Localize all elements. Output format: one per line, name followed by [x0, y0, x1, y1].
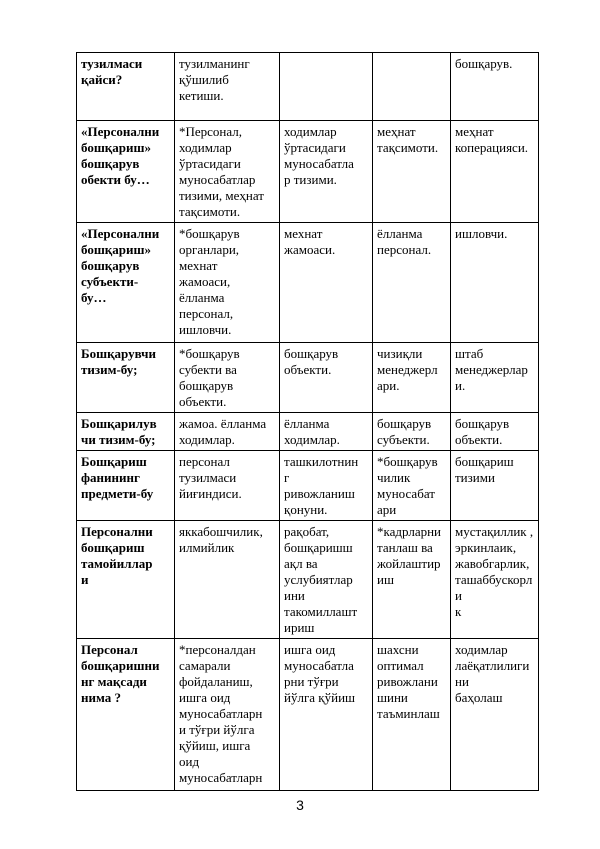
question-text: тузилмаси қайси?: [81, 56, 143, 87]
option-text: шахсни оптимал ривожлани шини таъминлаш: [377, 642, 440, 721]
quiz-table: [76, 52, 539, 791]
question-text: Персонал бошқаришни нг мақсади нима ?: [81, 642, 160, 705]
question-cell: [77, 451, 175, 521]
option-cell: [373, 451, 451, 521]
option-text: *кадрларни танлаш ва жойлаштир иш: [377, 524, 442, 587]
question-cell: [77, 343, 175, 413]
option-cell: [280, 639, 373, 791]
option-cell: [451, 343, 539, 413]
option-text: *бошқарув чилик муносабат ари: [377, 454, 438, 517]
option-text: бошқарув.: [455, 56, 513, 71]
option-cell: [175, 639, 280, 791]
option-cell: [175, 53, 280, 121]
option-cell: [451, 451, 539, 521]
option-cell: [175, 451, 280, 521]
option-text: ходимлар ўртасидаги муносабатла р тизими.: [284, 124, 354, 187]
table-row: [77, 223, 539, 343]
option-text: штаб менеджерлари.: [455, 346, 528, 393]
option-cell: [175, 521, 280, 639]
question-cell: [77, 121, 175, 223]
table-row: [77, 451, 539, 521]
option-cell: [451, 121, 539, 223]
question-cell: [77, 223, 175, 343]
option-text: *персоналдан самарали фойдаланиш, ишга оид муносабатларн и тўғри йўлга қўйиш, ишга оид муносабатларн: [179, 642, 263, 785]
option-cell: [280, 343, 373, 413]
option-cell: [175, 343, 280, 413]
option-text: чизиқли менеджерл ари.: [377, 346, 438, 393]
option-text: бошқарув объекти.: [455, 416, 510, 447]
option-cell: [373, 53, 451, 121]
question-text: Персонални бошқариш тамойиллар и: [81, 524, 153, 587]
option-cell: [280, 223, 373, 343]
option-cell: [451, 521, 539, 639]
option-cell: [373, 121, 451, 223]
option-cell: [280, 521, 373, 639]
page-number: 3: [296, 797, 304, 813]
option-text: яккабошчилик, илмийлик: [179, 524, 263, 555]
option-cell: [280, 53, 373, 121]
option-text: *бошқарув органлари, мехнат жамоаси, ёлланма персонал, ишловчи.: [179, 226, 240, 337]
option-text: меҳнат коперацияси.: [455, 124, 529, 155]
question-cell: [77, 639, 175, 791]
option-cell: [451, 639, 539, 791]
option-text: *Персонал, ходимлар ўртасидаги муносабатлар тизими, меҳнат тақсимоти.: [179, 124, 264, 219]
option-text: жамоа. ёлланма ходимлар.: [179, 416, 267, 447]
option-text: рақобат, бошқаришш ақл ва услубиятлар ини такомиллашт ириш: [284, 524, 358, 635]
question-text: Бошқарилув чи тизим-бу;: [81, 416, 157, 447]
option-text: ёлланма персонал.: [377, 226, 432, 257]
option-cell: [175, 413, 280, 451]
option-text: ходимлар лаёқатлилигини баҳолаш: [455, 642, 530, 705]
option-cell: [280, 121, 373, 223]
option-text: бошқарув субъекти.: [377, 416, 432, 447]
table-row: [77, 343, 539, 413]
option-cell: [451, 223, 539, 343]
question-cell: [77, 53, 175, 121]
option-cell: [175, 223, 280, 343]
question-cell: [77, 521, 175, 639]
option-text: бошқариш тизими: [455, 454, 514, 485]
table-row: [77, 121, 539, 223]
question-text: «Персонални бошқариш» бошқарув субъекти- бу…: [81, 226, 160, 305]
option-text: *бошқарув субекти ва бошқарув объекти.: [179, 346, 240, 409]
option-text: ишга оид муносабатла рни тўғри йўлга қўйиш: [284, 642, 356, 705]
table-row: [77, 639, 539, 791]
option-text: мехнат жамоаси.: [284, 226, 336, 257]
option-cell: [373, 343, 451, 413]
option-cell: [373, 521, 451, 639]
option-text: ишловчи.: [455, 226, 508, 241]
question-text: Бошқариш фанининг предмети-бу: [81, 454, 154, 501]
option-cell: [451, 53, 539, 121]
option-cell: [373, 413, 451, 451]
option-text: бошқарув объекти.: [284, 346, 339, 377]
option-text: ёлланма ходимлар.: [284, 416, 340, 447]
option-cell: [373, 223, 451, 343]
option-text: персонал тузилмаси йиғиндиси.: [179, 454, 242, 501]
option-cell: [175, 121, 280, 223]
option-cell: [451, 413, 539, 451]
option-text: мустақиллик , эркинлаик, жавобгарлик, ташаббускорли к: [455, 524, 534, 619]
question-text: Бошқарувчи тизим-бу;: [81, 346, 156, 377]
table-row: [77, 413, 539, 451]
option-cell: [280, 451, 373, 521]
question-cell: [77, 413, 175, 451]
option-text: ташкилотнин г ривожланиш қонуни.: [284, 454, 359, 517]
option-cell: [373, 639, 451, 791]
table-row: [77, 521, 539, 639]
option-text: меҳнат тақсимоти.: [377, 124, 439, 155]
option-text: тузилманинг қўшилиб кетиши.: [179, 56, 250, 103]
question-text: «Персонални бошқариш» бошқарув обекти бу…: [81, 124, 160, 187]
option-cell: [280, 413, 373, 451]
table-row: [77, 53, 539, 121]
